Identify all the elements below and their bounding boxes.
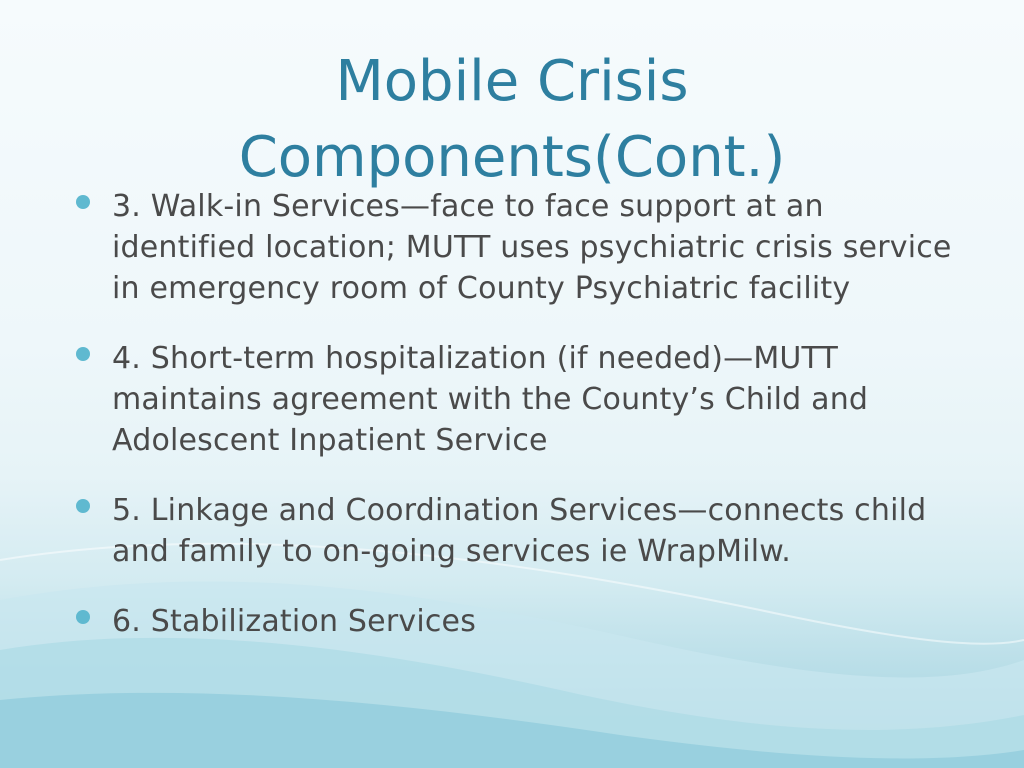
bullet-dot-icon <box>76 347 90 361</box>
slide-title <box>0 44 1024 196</box>
slide-title-line-1: Mobile Crisis <box>335 48 689 114</box>
bullet-text: 6. Stabilization Services <box>112 604 477 639</box>
bullet-item <box>72 338 952 461</box>
bullet-item <box>72 601 952 642</box>
bullet-dot-icon <box>76 499 90 513</box>
bullet-text: 3. Walk-in Services—face to face support at an identified location; MUTT uses psychiatric crisis service in emergency room of County Psychiatric facility <box>112 189 952 306</box>
bullet-text: 4. Short-term hospitalization (if needed)—MUTT maintains agreement with the County’s Child and Adolescent Inpatient Service <box>112 341 869 458</box>
bullet-text: 5. Linkage and Coordination Services—connects child and family to on-going services ie WrapMilw. <box>112 493 927 569</box>
bullet-list <box>72 186 952 671</box>
bullet-dot-icon <box>76 195 90 209</box>
bullet-item <box>72 490 952 572</box>
slide-title-line-2: Components(Cont.) <box>238 124 786 190</box>
bullet-item <box>72 186 952 309</box>
bullet-dot-icon <box>76 610 90 624</box>
